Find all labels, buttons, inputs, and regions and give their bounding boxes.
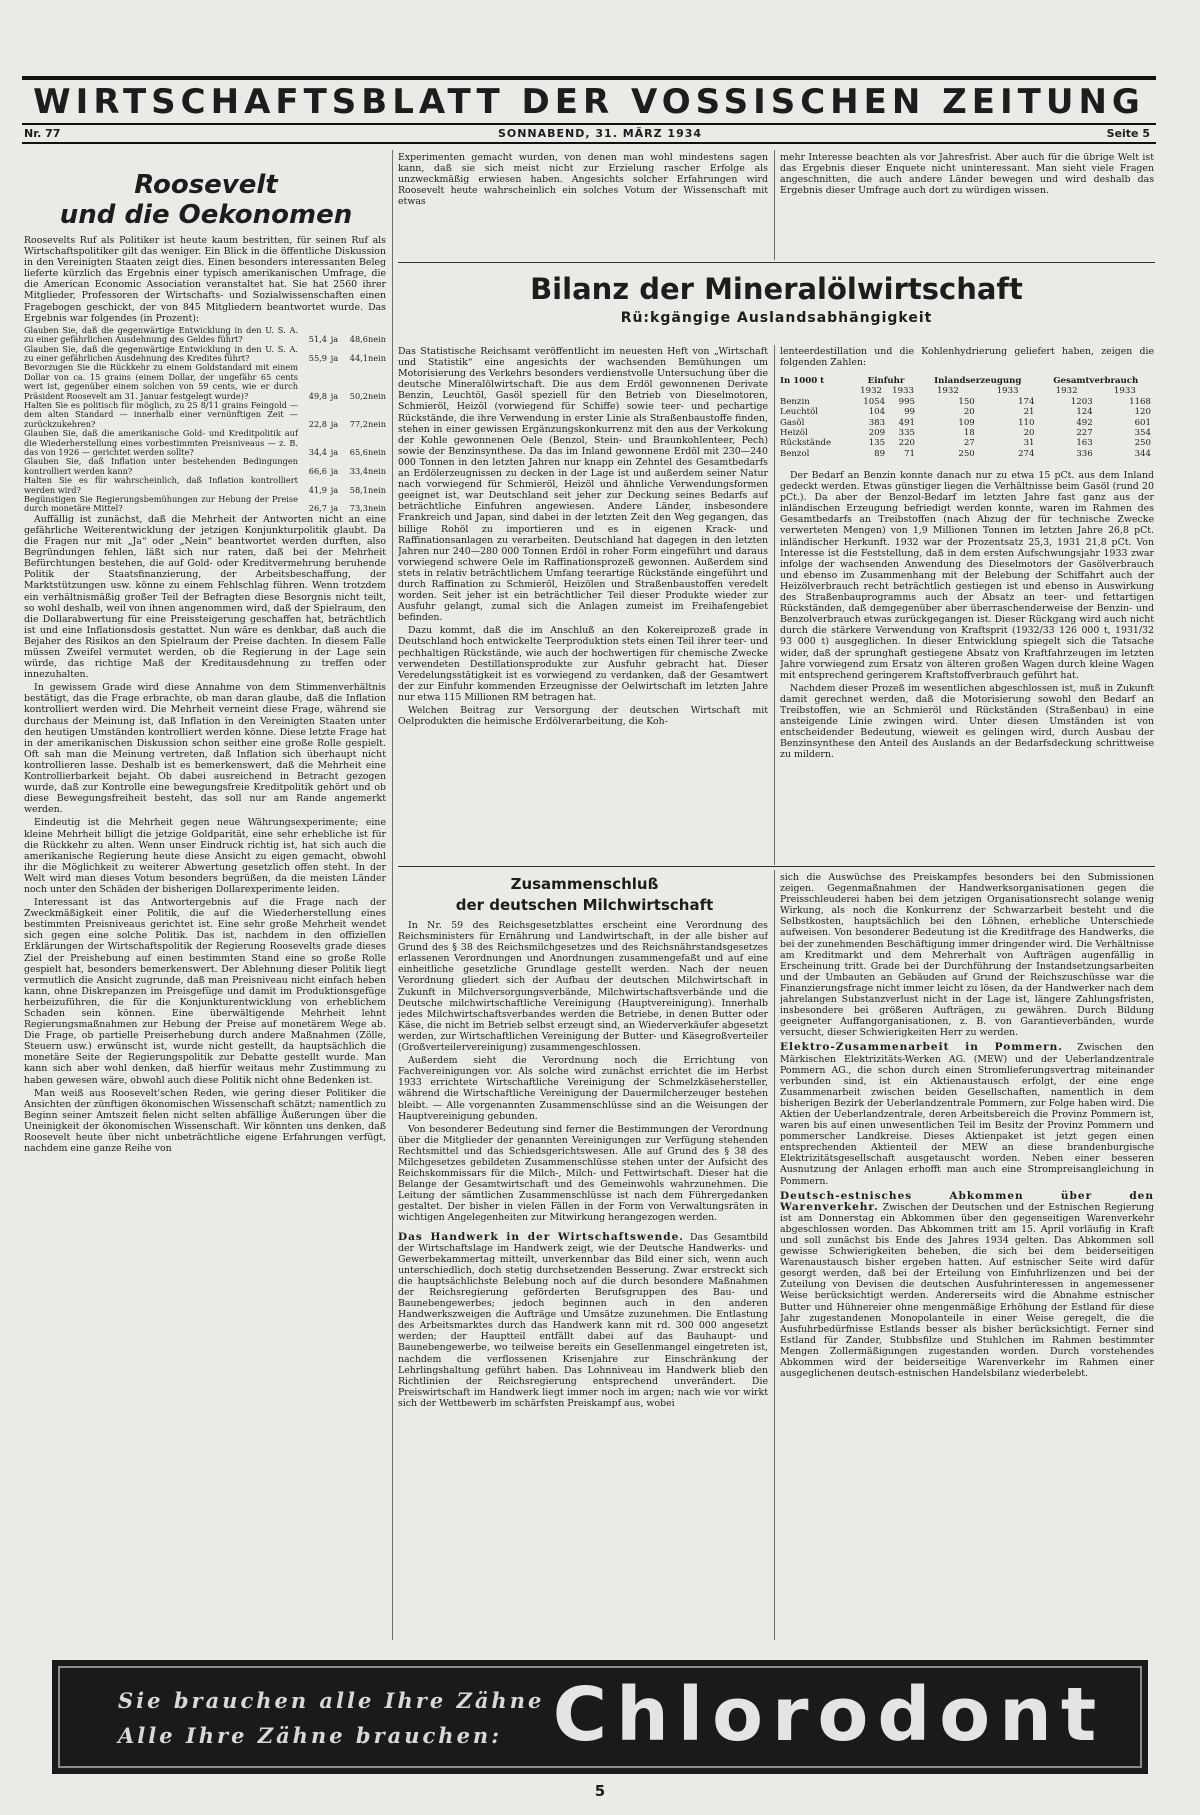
survey-yes-value: 22,8 [308, 418, 327, 429]
table-row [780, 397, 1154, 407]
survey-row [24, 401, 386, 429]
survey-no-value: 33,4 [349, 465, 368, 476]
survey-yes-word: ja [330, 352, 339, 363]
elektro-heading: Elektro-Zusammenarbeit in Pommern. [780, 1041, 1063, 1054]
table-cell: 20 [1023, 428, 1035, 439]
table-year-header: 1933 [892, 386, 914, 397]
masthead-rule [22, 123, 1156, 125]
milch-article [398, 920, 768, 1640]
roosevelt-heading: Roosevelt und die Oekonomen [59, 170, 353, 230]
section-rule [398, 262, 1155, 263]
table-cell: 274 [1018, 448, 1035, 459]
page-label: Seite 5 [1106, 127, 1150, 140]
survey-question: Begünstigen Sie Regierungsbemühungen zur Hebung der Preise durch monetäre Mittel? [24, 494, 298, 514]
masthead-rule-bottom [22, 142, 1156, 144]
masthead-title: WIRTSCHAFTSBLATT DER VOSSISCHEN ZEITUNG [33, 82, 1145, 122]
table-row-label: Benzol [780, 448, 810, 459]
survey-yes-value: 34,4 [308, 447, 327, 458]
bilanz-column-1 [398, 346, 768, 861]
table-cell: 104 [868, 407, 886, 418]
survey-no-value: 73,3 [349, 503, 368, 514]
column-divider [774, 870, 775, 1640]
survey-yes-value: 49,8 [308, 390, 327, 401]
elektro-article: Elektro-Zusammenarbeit in Pommern. Zwischen den Märkischen Elektrizitäts-Werken AG. (MEW) und der Ueberlandzentrale Pommern AG., die schon durch einen Stromlieferungsvertrag miteinander verbunden sind, ist ein Aktienaustausch erfolgt, der eine enge Zusammenarbeit zwischen beiden Gesellschaften, namentlich in dem bisherigen Bezirk der Ueberlandzentrale Pommern, zur Folge haben wird. Die Aktien der Ueberlandzentrale, deren Arbeitsbereich die Provinz Pommern ist, waren bis auf einen unwesentlichen Teil im Besitz der Provinz Pommern und pommerscher Landkreise. Dieses Aktienpaket ist jetzt gegen einen entsprechenden Aktienteil der MEW an diese brandenburgische Elektrizitätsgesellschaft ausgetauscht worden. Neben einer besseren Ausnutzung der Anlagen erhofft man auch eine Strompreisangleichung in Pommern. [780, 1041, 1154, 1187]
bilanz-paragraph: Der Bedarf an Benzin konnte danach nur zu etwa 15 pCt. aus dem Inland gedeckt werden. Etwas günstiger liegen die Verhältnisse beim Gasöl (rund 20 pCt.). Da aber der Benzol-Bedarf im letzten Jahre fast ganz aus der inländischen Erzeugung befriedigt werden konnte, waren im Rahmen des Gesamtbedarfs an Treibstoffen (nach Abzug der für technische Zwecke verwerteten Mengen) von 1,9 Millionen Tonnen im letzten Jahre 26,8 pCt. inländischer Herkunft. 1932 war der Prozentsatz 25,3, 1931 21,8 pCt. Von Interesse ist die Feststellung, daß in dem ersten Aufschwungsjahr 1933 zwar infolge der wachsenden Anwendung des Dieselmotors der Gasölverbrauch und ebenso im Zusammenhang mit der Belebung der Schiffahrt auch der Heizölverbrauch recht beträchtlich gestiegen ist und ebenso in Auswirkung des Straßenbauprogramms auch der Absatz an teer- und fettartigen Rückständen, daß demgegenüber aber überraschenderweise der Benzin- und Benzolverbrauch etwas zurückgegangen ist. Dieser Rückgang wird auch nicht durch die stärkere Verwendung von Kraftsprit (1932/33 126 000 t, 1931/32 93 000 t) ausgeglichen. In dieser Entwicklung spiegelt sich die Tatsache wider, daß der sprunghaft gestiegene Absatz von Kraftfahrzeugen im letzten Jahre vorwiegend zum Ersatz von älteren großen Wagen durch kleine Wagen mit entsprechend geringerem Kraftstoffverbrauch geführt hat. [780, 470, 1154, 681]
survey-row [24, 326, 386, 345]
section-rule [398, 866, 1155, 867]
table-group-header: Gesamtverbrauch [1053, 376, 1139, 386]
survey-no-word: nein [367, 418, 386, 429]
table-cell: 120 [1134, 407, 1151, 418]
survey-row [24, 476, 386, 495]
table-cell: 99 [904, 407, 916, 418]
roosevelt-paragraph: Auffällig ist zunächst, daß die Mehrheit der Antworten nicht an eine gefährliche Weiterentwicklung der jetzigen Konjunkturpolitik glaubt. Da die Fragen nur mit „Ja“ oder „Nein“ beantwortet werden durften, also Begründungen fehlen, läßt sich nur raten, daß bei der Mehrheit Befürchtungen bestehen, die auf Gold- oder Kreditvermehrung beruhende Politik der Staatsfinanzierung, der Arbeitsbeschaffung, der Marktstützungen usw. könne zu einem Fehlschlag führen. Wenn trotzdem ein verhältnismäßig großer Teil der Befragten diese Besorgnis nicht teilt, so wohl deshalb, weil von ihnen angenommen wird, daß der Spielraum, den die Dollarabwertung für eine Preissteigerung geschaffen hat, beträchtlich ist und eine Inflationsdosis gestattet. Nun wäre es denkbar, daß auch die Bejaher des Risikos an den Spielraum der Preise dachten. In diesem Falle müssen Zweifel vermutet werden, ob die Regierung in der Lage sein würde, das richtige Maß der Kreditausdehnung zu treffen oder innezuhalten. [24, 513, 386, 681]
survey-yes-word: ja [330, 390, 339, 401]
bilanz-subheading: Rü:kgängige Auslandsabhängigkeit [620, 310, 933, 326]
survey-yes-value: 26,7 [308, 503, 327, 514]
survey-no-word: nein [367, 390, 386, 401]
survey-question: Halten Sie es für wahrscheinlich, daß Inflation kontrolliert werden wird? [24, 475, 298, 495]
ad-slogan-line-2: Alle Ihre Zähne brauchen: [118, 1723, 502, 1748]
handwerk-continuation: sich die Auswüchse des Preiskampfes besonders bei den Submissionen zeigen. Gegenmaßnahmen der Handwerksorganisationen gegen die Preisschleuderei haben bei dem jetzigen Organisationsrecht solange wenig Wirkung, als noch die Konkurrenz der Schwarzarbeit besteht und die Selbstkosten, hauptsächlich bei den Löhnen, erhebliche Unterschiede aufweisen. Von besonderer Bedeutung ist die Kreditfrage des Handwerks, die bei der zunehmenden Beschäftigung immer dringender wird. Die Verhältnisse am Kreditmarkt und dem Mehrerhalt von Aufträgen augenfällig in Erscheinung tritt. Grade bei der Durchführung der Instandsetzungsarbeiten und der Umbauten an Gebäuden auf Grund der Reichszuschüsse war die Finanzierungsfrage nicht immer leicht zu lösen, da der Handwerker nach dem jahrelangen Substanzverlust nicht in der Lage ist, längere Zahlungsfristen, insbesondere bei größeren Aufträgen, zu gewähren. Durch Bildung geeigneter Auffangorganisationen, z. B. von Garantieverbänden, wurde versucht, dieser Schwierigkeiten Herr zu werden. [780, 872, 1154, 1039]
survey-no-value: 50,2 [349, 390, 368, 401]
table-cell: 21 [1023, 407, 1035, 418]
table-cell: 491 [898, 417, 916, 428]
survey-no-word: nein [367, 484, 386, 495]
survey-no-value: 65,6 [349, 447, 368, 458]
table-row [780, 428, 1154, 438]
table-row-label: Benzin [780, 396, 810, 407]
roosevelt-continuation: Experimenten gemacht wurden, von denen man wohl mindestens sagen kann, daß sie sich meist nicht zur Erzielung rascher Erfolge als unzweckmäßig erwiesen haben. Angesichts solcher Erfahrungen wird Roosevelt heute wahrscheinlich ein solches Votum der Wissenschaft mit etwas [398, 152, 768, 208]
milch-paragraph: In Nr. 59 des Reichsgesetzblattes erscheint eine Verordnung des Reichsministers für Ernährung und Landwirtschaft, in der alle bisher auf Grund des § 38 des Reichsmilchgesetzes und des Reichsnährstandsgesetzes erlassenen Verordnungen und Anordnungen zusammengefaßt und auf eine einheitliche gesetzliche Grundlage gestellt werden. Nach der neuen Verordnung gliedert sich der Aufbau der deutschen Milchwirtschaft in Zukunft in Milchversorgungsverbände, Milchwirtschaftsverbände und die Deutsche milchwirtschaftliche Vereinigung (Hauptvereinigung). Innerhalb jedes Milchwirtschaftsverbandes werden die Betriebe, in denen Butter oder Käse, die nicht im Betrieb selbst erzeugt sind, an Wiederverkäufer abgesetzt werden, zur Wirtschaftlichen Vereinigung der Butter- und Käsegroßverteiler (Großverteilervereinigung) zusammengeschlossen. [398, 920, 768, 1054]
survey-no-value: 58,1 [349, 484, 368, 495]
table-cell: 18 [963, 428, 975, 439]
table-cell: 227 [1076, 428, 1093, 439]
survey-yes-value: 51,4 [308, 334, 327, 345]
bilanz-paragraph: Das Statistische Reichsamt veröffentlicht im neuesten Heft von „Wirtschaft und Statistik“ eine angesichts der wachsenden Bemühungen um Motorisierung des Verkehrs besonders verdienstvolle Untersuchung über die deutsche Mineralölwirtschaft. Die aus dem Erdöl gewonnenen Derivate Benzin, Leuchtöl, Gasöl speziell für den Betrieb von Dieselmotoren, Schmieröl, Heizöl (vorwiegend für Schiffe) sowie teer- und pechartige Rückstände, die ihre Verwendung in erster Linie als Straßenbaustoffe finden, stehen in einer gewissen Ergänzungskonkurrenz mit den aus der Verkokung der Kohle gewonnenen Oele (Benzol, Stein- und Braunkohlenteer, Pech) sowie der Benzinsynthese. Da das im Inland gewonnene Erdöl mit 230—240 000 Tonnen in den letzten Jahren nur knapp ein Zehntel des Gesamtbedarfs an Erdölerzeugnissen zu decken in der Lage ist und außerdem seiner Natur nach vorwiegend für Schmieröl, Heizöl und ähnliche Verwendungsformen geeignet ist, war Deutschland seit jeher zur Deckung seines Bedarfs auf beträchtliche Einfuhren angewiesen. Andere Länder, insbesondere Frankreich und Japan, sind dabei in der letzten Zeit den Weg gegangen, das billige Rohöl zu importieren und es in eigenen Krack- und Raffinationsanlagen zu verarbeiten. Deutschland hat dagegen in den letzten Jahren nur 240—280 000 Tonnen Erdöl in roher Form eingeführt und daraus vorwiegend schwere Oele im Raffinationsprozeß gewonnen. Außerdem sind stets in relativ beträchtlichem Umfang teerartige Rückstände eingeführt und durch Raffination zu Schmieröl, Heizölen und Straßenbaustoffen veredelt worden. Seit jeher ist ein beträchtlicher Teil dieser Produkte wieder zur Ausfuhr gelangt, zumal sich die Anlagen zumeist im Freihafengebiet befinden. [398, 346, 768, 624]
survey-yes-word: ja [330, 418, 339, 429]
table-cell: 995 [898, 396, 916, 407]
survey-no-value: 48,6 [349, 334, 368, 345]
survey-question: Glauben Sie, daß die gegenwärtige Entwicklung in den U. S. A. zu einer gefährlichen Ausdehnung des Kredites führt? [24, 343, 298, 363]
table-year-header: 1932 [936, 386, 959, 397]
table-year-header: 1932 [1055, 386, 1078, 397]
table-cell: 601 [1134, 417, 1151, 428]
ad-slogan-line-1: Sie brauchen alle Ihre Zähne [118, 1688, 545, 1713]
table-row [780, 418, 1154, 428]
table-row [780, 449, 1154, 459]
table-year-header: 1932 [860, 386, 883, 397]
footer-page-number: 5 [594, 1782, 606, 1800]
table-cell: 31 [1023, 438, 1035, 449]
survey-no-word: nein [367, 352, 386, 363]
survey-no-word: nein [367, 503, 386, 514]
survey-question: Bevorzugen Sie die Rückkehr zu einem Goldstandard mit einem Dollar von ca. 15 grains (einem Dollar, der ungefähr 65 cents wert ist, gegenüber einem solchen von 59 cents, wie er durch Präsident Roosevelt am 31. Januar festgelegt wurde)? [24, 362, 298, 401]
survey-no-word: nein [367, 447, 386, 458]
table-cell: 336 [1076, 448, 1093, 459]
table-cell: 71 [904, 448, 916, 459]
table-row [780, 407, 1154, 417]
table-cell: 1054 [863, 396, 886, 407]
mineral-oil-table [780, 376, 1154, 459]
survey-row [24, 429, 386, 457]
survey-question: Halten Sie es politisch für möglich, zu 25 8/11 grains Feingold — dem alten Standard — innerhalb einer vernünftigen Zeit — zurückzukehren? [24, 400, 298, 429]
survey-yes-value: 41,9 [308, 484, 327, 495]
table-cell: 163 [1076, 438, 1093, 449]
survey-question: Glauben Sie, daß die gegenwärtige Entwicklung in den U. S. A. zu einer gefährlichen Ausdehnung des Geldes führt? [24, 324, 298, 345]
survey-row [24, 495, 386, 514]
table-cell: 20 [963, 407, 975, 418]
table-cell: 1168 [1129, 396, 1151, 407]
column-divider [392, 150, 393, 1640]
article-intro: Roosevelts Ruf als Politiker ist heute kaum bestritten, für seinen Ruf als Wirtschaftspolitiker gilt das weniger. Ein Blick in die öffentliche Diskussion in den Vereinigten Staaten zeigt dies. Einen besonders interessanten Beleg lieferte kürzlich das Ergebnis einer typisch amerikanischen Umfrage, die die American Economic Association veranstaltet hat. Sie hat 2560 ihrer Mitglieder, Professoren der Wirtschafts- und Sozialwissenschaften einen Fragebogen geschickt, der von 845 Mitgliedern beantwortet wurde. Das Ergebnis war folgendes (in Prozent): [24, 235, 386, 324]
table-cell: 135 [868, 438, 886, 449]
bilanz-paragraph: Nachdem dieser Prozeß im wesentlichen abgeschlossen ist, muß in Zukunft damit gerechnet werden, daß die Motorisierung sowohl den Bedarf an Treibstoffen, wie an Schmieröl und Rückständen (Straßenbau) in eine ansteigende Linie zwingen wird. Unter diesen Umständen ist von entscheidender Bedeutung, wieweit es gelingen wird, durch Ausbau der Benzinsynthese den Anteil des Auslands an der Bedarfsdeckung schrittweise zu mildern. [780, 682, 1154, 761]
table-cell: 383 [868, 417, 886, 428]
table-cell: 27 [963, 438, 975, 449]
column-3-lower [780, 872, 1154, 1640]
masthead-rule-top [22, 76, 1156, 80]
roosevelt-paragraph: Man weiß aus Roosevelt'schen Reden, wie gering dieser Politiker die Ansichten der zünftigen ökonomischen Wissenschaft schätzt; namentlich zu Beginn seiner Amtszeit fielen nicht selten abfällige Äußerungen über die Uneinigkeit der ökonomischen Wissenschaft. Wir könnten uns denken, daß Roosevelt heute über nicht unbeträchtliche eigene Erfahrungen verfügt, nachdem eine ganze Reihe von [24, 1087, 386, 1155]
table-cell: 220 [898, 438, 916, 449]
table-cell: 250 [1134, 438, 1151, 449]
roosevelt-paragraph: Interessant ist das Antwortergebnis auf die Frage nach der Zweckmäßigkeit einer Politik, die auf die Wiederherstellung eines bestimmten Preisniveaus gerichtet ist. Eine sehr große Mehrheit wendet sich gegen eine solche Politik. Das ist, nachdem in den offiziellen Erklärungen der Wirtschaftspolitik der Regierung Roosevelts grade dieses Ziel der Preishebung auf einen bestimmten Stand eine so große Rolle gespielt hat, besonders bemerkenswert. Der Ablehnung dieser Politik liegt vermutlich die Ansicht zugrunde, daß man Preisniveau nicht einfach heben kann, ohne Diskrepanzen im Preisgefüge und damit im Produktionsgefüge herbeizuführen, die für die Konjunkturentwicklung von erheblichem Schaden sein können. Eine überwältigende Mehrheit lehnt Regierungsmaßnahmen zur Hebung der Preise auf monetärem Wege ab. Die Frage, ob partielle Preiserhebung durch andere Maßnahmen (Zölle, Steuern usw.) erwünscht ist, wurde nicht gestellt, da hauptsächlich die monetäre Seite der Regierungspolitik zur Debatte gestellt wurde. Man kann sich aber wohl denken, daß hierfür weitaus mehr Zustimmung zu haben gewesen wäre, obwohl auch diese Politik nicht ohne Bedenken ist. [24, 897, 386, 1086]
table-row-label: Gasöl [780, 417, 805, 428]
table-row-label: Rückstände [780, 438, 832, 449]
bilanz-heading: Bilanz der Mineralölwirtschaft [530, 272, 1023, 306]
handwerk-article: Das Handwerk in der Wirtschaftswende. Das Gesamtbild der Wirtschaftslage im Handwerk zeigt, wie der Deutsche Handwerks- und Gewerbekammertag mitteilt, unverkennbar das Bild einer sich, wenn auch unterschiedlich, doch stetig durchsetzenden Besserung. Zwar erstreckt sich die hauptsächlichste Belebung noch auf die durch besondere Maßnahmen der Reichsregierung geförderten Berufsgruppen des Bau- und Baunebengewerbes; jedoch beginnen auch in den anderen Handwerkszweigen die Aufträge und Umsätze zuzunehmen. Die Entlastung des Arbeitsmarktes durch das Handwerk kann mit rd. 300 000 angesetzt werden; der Hauptteil entfällt dabei auf das Bauhaupt- und Baunebengewerbe, wo teilweise bereits ein Gesellenmangel eingetreten ist, nachdem die verflossenen Krisenjahre zur Einschränkung der Lehrlingshaltung geführt haben. Das Lohnniveau im Handwerk blieb den Richtlinien der Reichsregierung entsprechend unverändert. Die Preiswirtschaft im Handwerk liegt immer noch im argen; nach wie vor wirkt sich der Wettbewerb im schärfsten Preiskampf aus, wobei [398, 1230, 768, 1409]
survey-yes-value: 66,6 [308, 465, 327, 476]
table-cell: 250 [958, 448, 975, 459]
survey-yes-word: ja [330, 447, 339, 458]
milch-paragraph: Außerdem sieht die Verordnung noch die Errichtung von Fachvereinigungen vor. Als solche wird zunächst errichtet die im Herbst 1933 errichtete Wirtschaftliche Vereinigung der Schmelzkäsehersteller, während die Wirtschaftliche Vereinigung der Dauermilcherzeuger bestehen bleibt. — Alle vorgenannten Zusammenschlüsse sind an die Weisungen der Hauptvereinigung gebunden. [398, 1055, 768, 1122]
survey-yes-value: 55,9 [308, 352, 327, 363]
column-divider [774, 345, 775, 865]
bilanz-paragraph: Welchen Beitrag zur Versorgung der deutschen Wirtschaft mit Oelprodukten die heimische Erdölverarbeitung, die Koh- [398, 705, 768, 728]
table-row [780, 438, 1154, 448]
issue-date: SONNABEND, 31. MÄRZ 1934 [497, 127, 703, 140]
estland-heading: Deutsch-estnisches Abkommen über den Warenverkehr. [780, 1189, 1154, 1213]
handwerk-heading: Das Handwerk in der Wirtschaftswende. [398, 1230, 684, 1243]
survey-no-word: nein [367, 334, 386, 345]
survey-yes-word: ja [330, 334, 339, 345]
table-cell: 354 [1134, 428, 1151, 439]
table-cell: 1203 [1070, 396, 1093, 407]
survey-question: Glauben Sie, daß die amerikanische Gold- und Kreditpolitik auf die Wiederherstellung eines vorbestimmten Preisniveaus — z. B. das von 1926 — gerichtet werden sollte? [24, 428, 298, 458]
table-cell: 124 [1076, 407, 1093, 418]
survey-yes-word: ja [330, 503, 339, 514]
table-year-header: 1933 [996, 386, 1019, 397]
survey-question: Glauben Sie, daß Inflation unter bestehenden Bedingungen kontrolliert werden kann? [24, 456, 298, 476]
survey-no-value: 44,1 [349, 352, 368, 363]
issue-number: Nr. 77 [24, 127, 61, 140]
ad-brand: Chlorodont [552, 1672, 1106, 1758]
estland-article: Deutsch-estnisches Abkommen über den Warenverkehr. Zwischen der Deutschen und der Estnischen Regierung ist am Donnerstag ein Abkommen über den gegenseitigen Warenverkehr abgeschlossen worden. Das Abkommen tritt am 15. April vorläufig in Kraft und soll zunächst bis Ende des Jahres 1934 gelten. Das Abkommen soll gewisse Schwierigkeiten beheben, die sich bei dem beiderseitigen Warenaustausch bisher ergeben hatten. Auf estnischer Seite wird dafür gesorgt werden, daß bei der Erteilung von Einfuhrlizenzen und bei der Zuteilung von Devisen die deutschen Ausfuhrinteressen in angemessener Weise berücksichtigt werden. Andererseits wird die Abnahme estnischer Butter und Hühnereier ohne mengenmäßige Erhöhung der Estland für diese Jahr zugestandenen Monopolanteile in einer Weise geregelt, die die Ausfuhrbedürfnisse Estlands besser als bisher berücksichtigt. Ferner sind Estland für Zander, Stubbsfilze und Stuhlchen im Rahmen bestimmter Mengen Zollermäßigungen zugestanden worden. Durch vorstehendes Abkommen wird der beiderseitige Warenverkehr im Rahmen einer ausgeglichenen deutsch-estnischen Handelsbilanz wiederbelebt. [780, 1189, 1154, 1380]
table-cell: 209 [868, 428, 886, 439]
survey-no-word: nein [367, 465, 386, 476]
table-cell: 344 [1134, 448, 1151, 459]
roosevelt-paragraph: In gewissem Grade wird diese Annahme von dem Stimmenverhältnis bestätigt, das die Frage erbrachte, ob man daran glaube, daß die Inflation kontrolliert werden wird. Die Mehrheit verneint diese Frage, während sie durchaus der Meinung ist, daß Inflation in den Vereinigten Staaten unter den heutigen Umständen kontrolliert werden könne. Diese letzte Frage hat in der amerikanischen Diskussion schon seither eine große Rolle gespielt. Oft sah man die Meinung vertreten, daß Inflation sich überhaupt nicht kontrollieren lasse. Deshalb ist es bemerkenswert, daß die Mehrheit eine Kontrollierbarkeit bejaht. Ob dabei ausreichend in Betracht gezogen wurde, daß zur Kontrolle eine bewegungsfreie Kreditpolitik gehört und ob diese Bewegungsfreiheit besteht, das soll nur am Rande angemerkt werden. [24, 682, 386, 816]
survey-row [24, 345, 386, 364]
table-cell: 492 [1076, 417, 1093, 428]
roosevelt-continuation-2: mehr Interesse beachten als vor Jahresfrist. Aber auch für die übrige Welt ist das Ergebnis dieser Enquete nicht uninteressant. Man sieht viele Fragen angeschnitten, die auch andere Länder bewegen und wird deshalb das Ergebnis dieser Umfrage auch dort zu würdigen wissen. [780, 152, 1154, 197]
table-year-header: 1933 [1113, 386, 1136, 397]
table-row-label: Heizöl [780, 428, 808, 439]
bilanz-paragraph: Dazu kommt, daß die im Anschluß an den Kokereiprozeß grade in Deutschland hoch entwickelte Teerproduktion stets einen Teil ihrer teer- und pechhaltigen Rückstände, wie auch der hochwertigen für chemische Zwecke verwendeten Destillationsprodukte zur Ausfuhr gebracht hat. Dieser Veredelungsstätigkeit ist es vorwiegend zu verdanken, daß der Gesamtwert der zur Einfuhr kommenden Erzeugnisse der Oelwirtschaft im letzten Jahre nur etwa 115 Millionen RM betragen hat. [398, 625, 768, 703]
roosevelt-paragraph: Eindeutig ist die Mehrheit gegen neue Währungsexperimente; eine kleine Mehrheit billigt die jetzige Goldparität, eine sehr erhebliche ist für die Rückkehr zu alten. Wenn unser Eindruck richtig ist, hat sich auch die amerikanische Regierung heute diese Ansicht zu eigen gemacht, obwohl ihr die Möglichkeit zu weiterer Abwertung gesetzlich offen steht. In der Welt wird man dieses Votum besonders begrüßen, da die meisten Länder noch unter den Schäden der bisherigen Dollarexperimente leiden. [24, 817, 386, 895]
milch-paragraph: Von besonderer Bedeutung sind ferner die Bestimmungen der Verordnung über die Mitglieder der genannten Vereinigungen zur Verfügung stehenden Rechtsmittel und das Schiedsgerichtswesen. Alle auf Grund des § 38 des Milchgesetzes gebildeten Zusammenschlüsse stehen unter der Aufsicht des Reichskommissars für die Milch-, Milch- und Fettwirtschaft. Dieser hat die Belange der Gesamtwirtschaft und des Gemeinwohls wahrzunehmen. Die Leitung der sämtlichen Zusammenschlüsse ist nach dem Führergedanken gestaltet. Der bisher in vielen Fällen in der Form von Verwaltungsräten in wichtigen Angelegenheiten zur Mitwirkung herangezogen werden. [398, 1123, 768, 1224]
bilanz-column-2 [780, 470, 1154, 862]
table-cell: 150 [958, 396, 975, 407]
milch-heading: Zusammenschluß der deutschen Milchwirtschaft [455, 875, 714, 914]
bilanz-table-intro: lenteerdestillation und die Kohlenhydrierung geliefert haben, zeigen die folgenden Zahlen: [780, 346, 1154, 369]
table-cell: 89 [874, 448, 886, 459]
survey-yes-word: ja [330, 484, 339, 495]
table-group-header: Inlandserzeugung [934, 376, 1022, 386]
column-divider [774, 150, 775, 260]
table-row-label: Leuchtöl [780, 407, 819, 418]
table-cell: 110 [1018, 417, 1035, 428]
table-cell: 174 [1018, 396, 1035, 407]
chlorodont-advertisement [52, 1660, 1148, 1774]
table-group-header: Einfuhr [867, 376, 905, 386]
table-cell: 109 [958, 417, 975, 428]
survey-no-value: 77,2 [349, 418, 368, 429]
survey-row [24, 457, 386, 476]
survey-yes-word: ja [330, 465, 339, 476]
table-unit: In 1000 t [780, 376, 825, 386]
survey-table [24, 326, 386, 514]
table-cell: 335 [898, 428, 916, 439]
roosevelt-article [24, 235, 386, 1640]
survey-row [24, 363, 386, 401]
